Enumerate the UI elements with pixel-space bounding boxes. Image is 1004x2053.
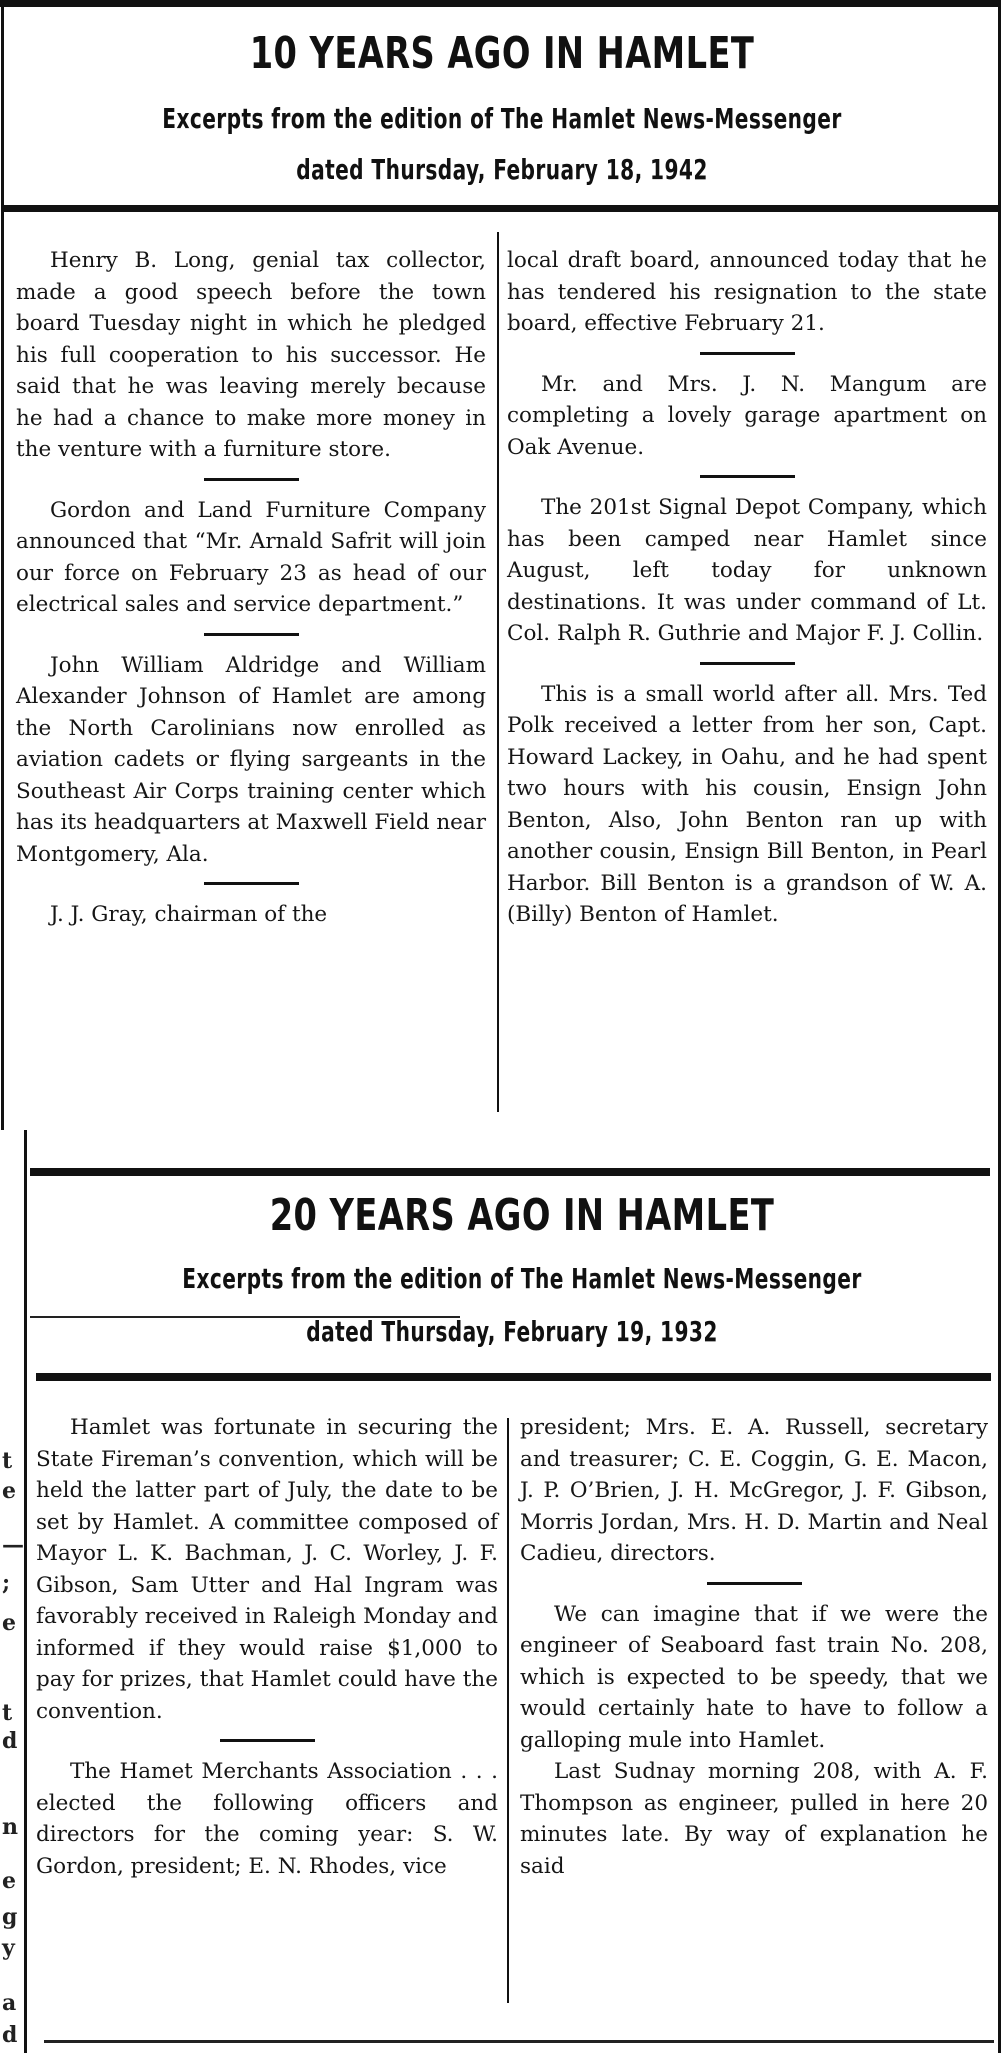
section-1942-dateline: dated Thursday, February 18, 1942	[296, 153, 708, 186]
adjacent-column-fragment: t	[2, 1700, 13, 1726]
article-mangum-garage: Mr. and Mrs. J. N. Mangum are completing a lovely garage apartment on Oak Avenue.	[507, 371, 987, 460]
top-border-rule	[0, 0, 1000, 7]
adjacent-column-fragment: —	[2, 1532, 24, 1558]
article-divider	[700, 475, 795, 478]
article-seaboard-train: We can imagine that if we were the engineer of Seaboard fast train No. 208, which is expected to be speedy, that we would certainly hate to have to follow a galloping mule into Hamlet.	[520, 1601, 988, 1753]
section-1932-dateline: dated Thursday, February 19, 1932	[306, 1315, 718, 1348]
article-firemans-convention: Hamlet was fortunate in securing the State Fireman’s convention, which will be held the latter part of July, the date to be set by Hamlet. A committee composed of Mayor L. K. Bachman, J. C. Worley, J. F. Gibson, Sam Utter and Hal Ingram was favorably received in Raleigh Monday and informed if they would raise $1,000 to pay for prizes, that Hamlet could have the convention.	[36, 1415, 498, 1724]
right-frame-line	[998, 0, 1001, 2053]
article-divider	[700, 352, 795, 355]
article-divider	[707, 1582, 802, 1585]
article-tax-collector: Henry B. Long, genial tax collector, made a good speech before the town board Tuesday night in which he pledged his full cooperation to his successor. He said that he was leaving merely because he had a chance to make more money in the venture with a furniture store.	[16, 248, 486, 462]
left-frame-line-1932	[24, 1130, 27, 2053]
bottom-cut-rule	[44, 2040, 994, 2043]
section-1942-header-rule	[4, 205, 998, 212]
section-1932-title: 20 YEARS AGO IN HAMLET	[269, 1190, 775, 1241]
section-1932-subtitle: Excerpts from the edition of The Hamlet News-Messenger	[182, 1262, 862, 1295]
section-1942-title: 10 YEARS AGO IN HAMLET	[249, 28, 755, 79]
article-divider	[220, 1739, 315, 1742]
article-aviation-cadets: John William Aldridge and William Alexander Johnson of Hamlet are among the North Carolinians now enrolled as aviation cadets or flying sargeants in the Southeast Air Corps training center which has its headquarters at Maxwell Field near Montgomery, Ala.	[16, 652, 486, 867]
column-divider-1932	[507, 1418, 509, 2003]
article-furniture-company: Gordon and Land Furniture Company announced that “Mr. Arnald Safrit will join our force on February 23 as head of our electrical sales and service department.”	[16, 497, 486, 617]
adjacent-column-fragment: g	[2, 1904, 18, 1930]
adjacent-column-fragment: y	[2, 1935, 15, 1961]
article-draft-board-start: J. J. Gray, chairman of the	[50, 902, 328, 927]
section-1932-right-column	[520, 1412, 988, 1882]
section-1942-left-column	[16, 245, 486, 931]
adjacent-column-fragment: e	[2, 1868, 16, 1894]
left-frame-line	[1, 0, 4, 1130]
article-divider	[700, 662, 795, 665]
article-draft-board-continued: local draft board, announced today that he has tendered his resignation to the state board, effective February 21.	[507, 248, 987, 336]
adjacent-column-fragment: d	[2, 1728, 18, 1754]
article-small-world: This is a small world after all. Mrs. Ted Polk received a letter from her son, Capt. Howard Lackey, in Oahu, and he had spent two hours with his cousin, Ensign John Benton, Also, John Benton ran up with another cousin, Ensign Bill Benton, in Pearl Harbor. Bill Benton is a grandson of W. A. (Billy) Benton of Hamlet.	[507, 681, 987, 927]
article-merchants-association: The Hamet Merchants Association . . . elected the following officers and directors for the coming year: S. W. Gordon, president; E. N. Rhodes, vice	[36, 1759, 498, 1879]
adjacent-column-fragment: ;	[2, 1570, 11, 1596]
adjacent-column-fragment: t	[2, 1448, 13, 1474]
section-1932-left-column	[36, 1412, 498, 1882]
article-signal-depot: The 201st Signal Depot Company, which has been camped near Hamlet since August, left today for unknown destinations. It was under command of Lt. Col. Ralph R. Guthrie and Major F. J. Collin.	[507, 495, 987, 646]
section-1932-header-rule	[36, 1373, 991, 1381]
section-1932-top-rule	[30, 1168, 990, 1176]
article-divider	[204, 633, 299, 636]
article-merchants-association-continued: president; Mrs. E. A. Russell, secretary and treasurer; C. E. Coggin, G. E. Macon, J. P. O’Brien, J. H. McGregor, J. F. Gibson, Morris Jordan, Mrs. H. D. Martin and Neal Cadieu, directors.	[520, 1415, 988, 1566]
article-train-late: Last Sudnay morning 208, with A. F. Thompson as engineer, pulled in here 20 minutes late. By way of explanation he said	[520, 1759, 988, 1879]
column-divider-1942	[497, 232, 499, 1112]
article-divider	[204, 478, 299, 481]
section-1942-subtitle: Excerpts from the edition of The Hamlet News-Messenger	[162, 102, 842, 135]
adjacent-column-fragment: n	[2, 1814, 18, 1840]
adjacent-column-fragment: e	[2, 1610, 16, 1636]
adjacent-column-fragment: e	[2, 1478, 16, 1504]
adjacent-column-fragment: a	[2, 1990, 17, 2016]
article-divider	[204, 882, 299, 885]
adjacent-column-fragment: d	[2, 2022, 18, 2048]
section-1942-right-column	[507, 245, 987, 931]
